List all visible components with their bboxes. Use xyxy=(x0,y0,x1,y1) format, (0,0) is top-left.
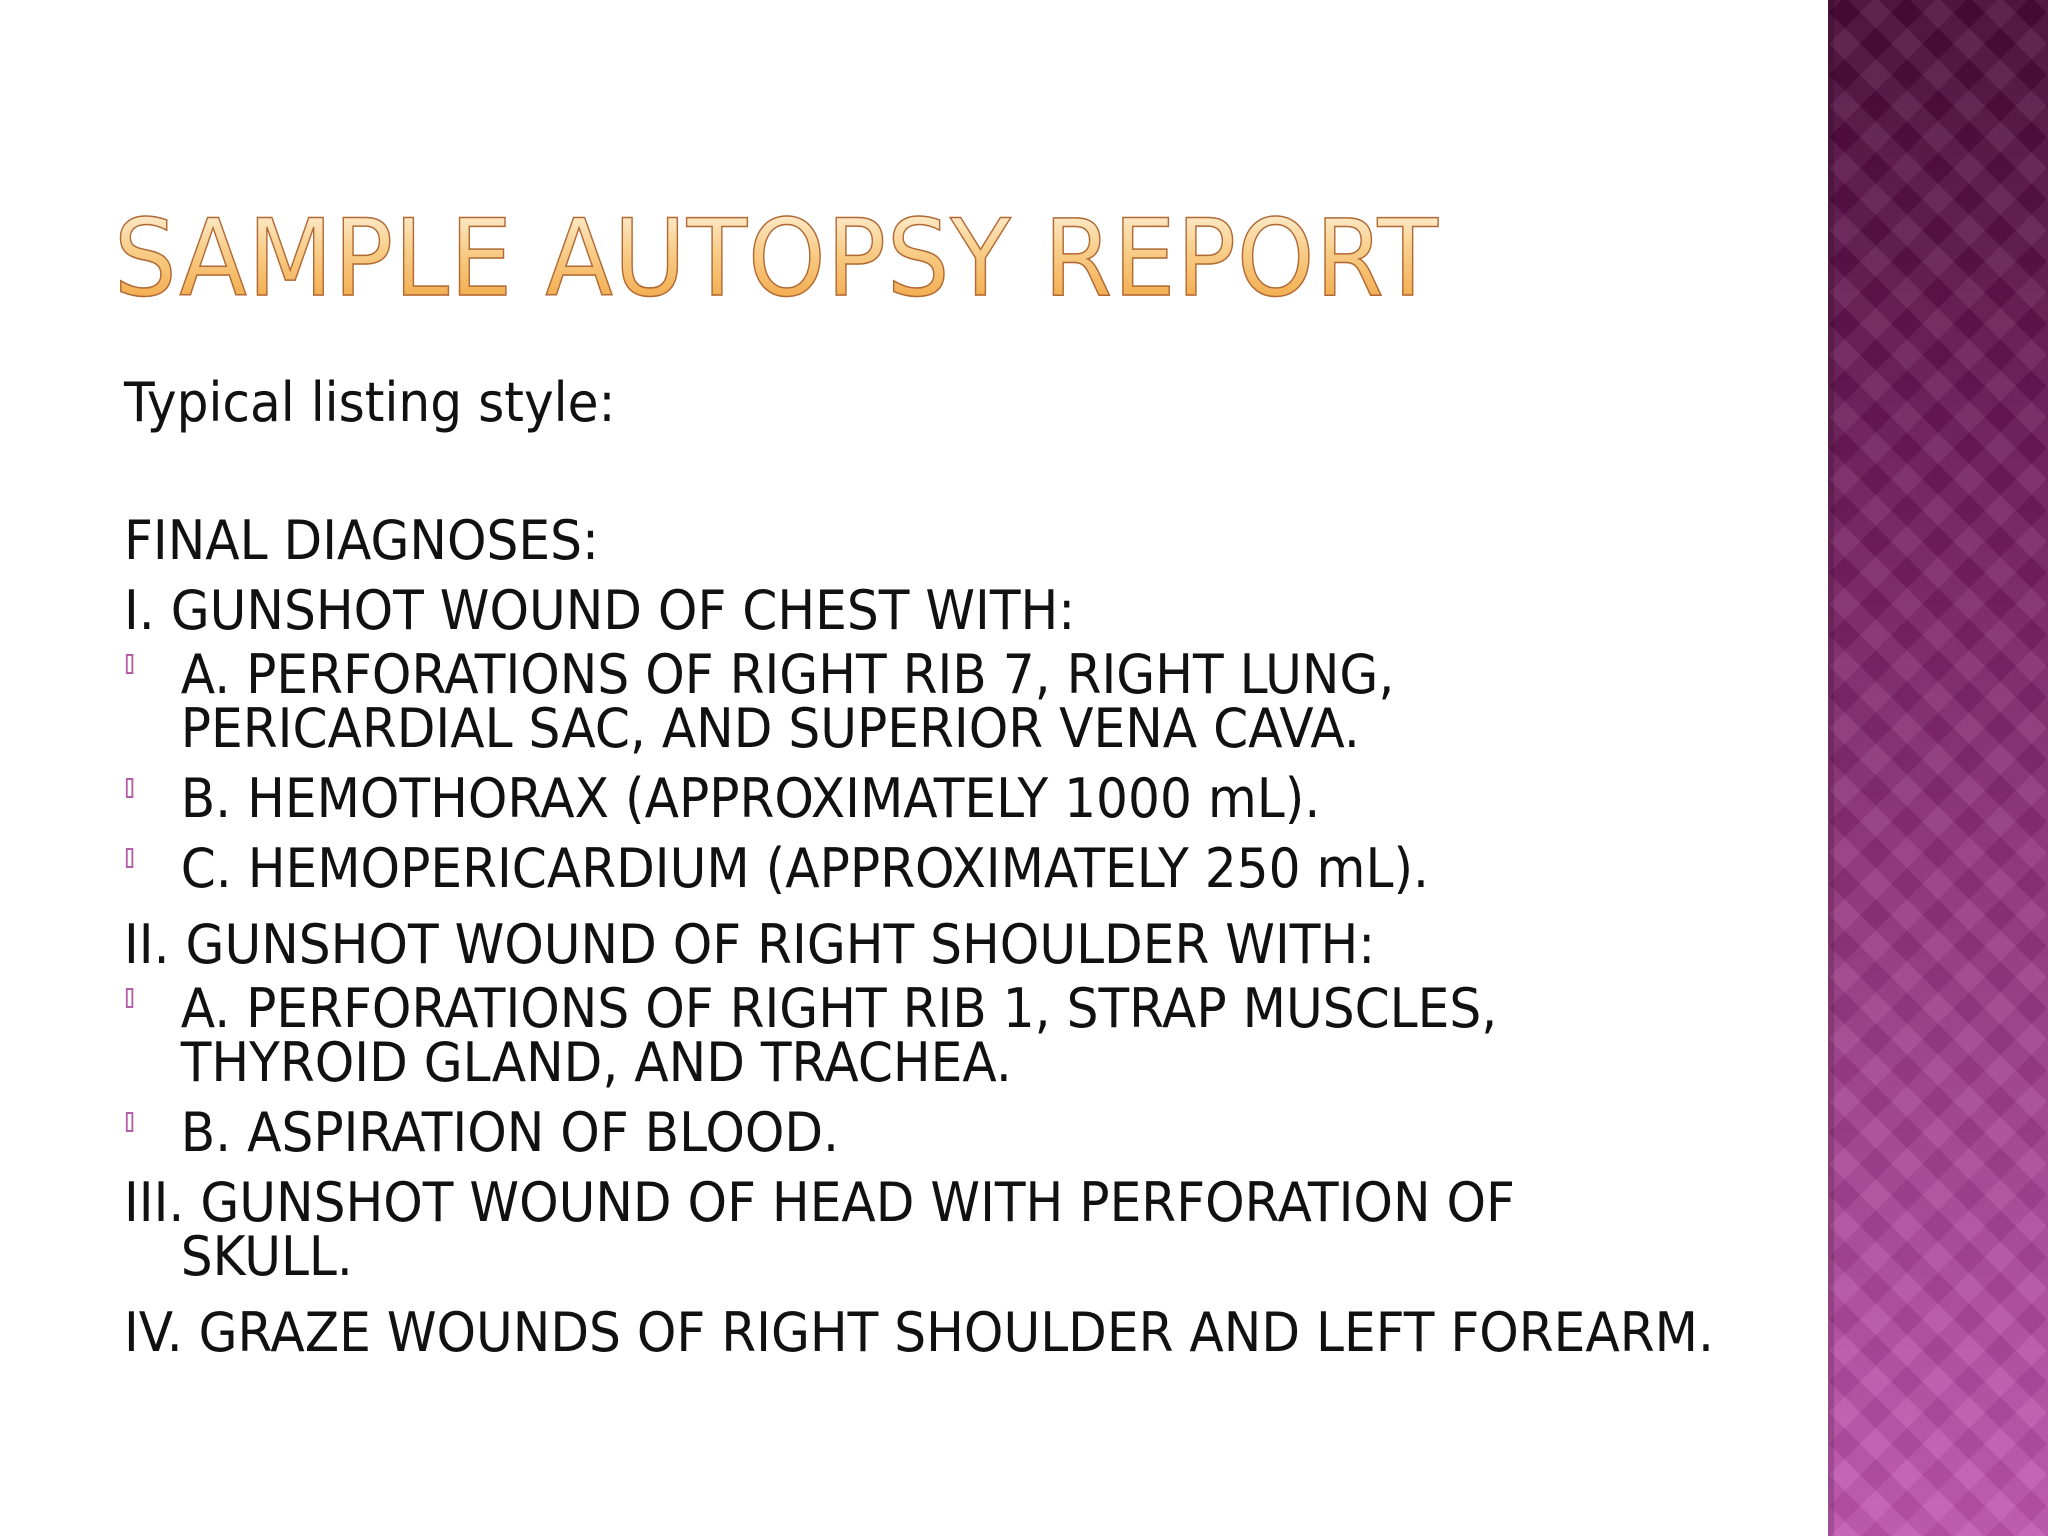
slide-body xyxy=(124,370,1764,1370)
bullet-icon xyxy=(126,654,133,674)
sub-item-text: A. PERFORATIONS OF RIGHT RIB 7, RIGHT LUNG, PERICARDIAL SAC, AND SUPERIOR VENA CAVA. xyxy=(180,643,1395,760)
diagnosis-item-1: I. GUNSHOT WOUND OF CHEST WITH: xyxy=(124,579,1076,642)
sub-item xyxy=(124,1101,1501,1164)
sub-item xyxy=(124,643,1501,760)
diagnosis-item-3: III. GUNSHOT WOUND OF HEAD WITH PERFORATION OF SKULL. xyxy=(124,1171,1515,1288)
diagnosis-item-4: IV. GRAZE WOUNDS OF RIGHT SHOULDER AND LEFT FOREARM. xyxy=(124,1301,1714,1364)
bullet-icon xyxy=(126,778,133,798)
bullet-icon xyxy=(126,1112,133,1132)
decorative-side-panel xyxy=(1828,0,2048,1536)
sub-item xyxy=(124,837,1501,900)
section-heading: FINAL DIAGNOSES: xyxy=(124,509,599,572)
sub-item-text: A. PERFORATIONS OF RIGHT RIB 1, STRAP MUSCLES, THYROID GLAND, AND TRACHEA. xyxy=(180,977,1498,1094)
sub-item xyxy=(124,767,1501,830)
diagnosis-item-2: II. GUNSHOT WOUND OF RIGHT SHOULDER WITH: xyxy=(124,913,1376,976)
bullet-icon xyxy=(126,848,133,868)
sub-item-text: B. ASPIRATION OF BLOOD. xyxy=(180,1101,840,1164)
intro-text: Typical listing style: xyxy=(124,371,616,434)
sub-item-text: B. HEMOTHORAX (APPROXIMATELY 1000 mL). xyxy=(180,767,1321,830)
bullet-icon xyxy=(126,988,133,1008)
sub-item xyxy=(124,977,1501,1094)
slide-title: SAMPLE AUTOPSY REPORT xyxy=(114,197,1439,320)
sub-item-text: C. HEMOPERICARDIUM (APPROXIMATELY 250 mL). xyxy=(180,837,1430,900)
